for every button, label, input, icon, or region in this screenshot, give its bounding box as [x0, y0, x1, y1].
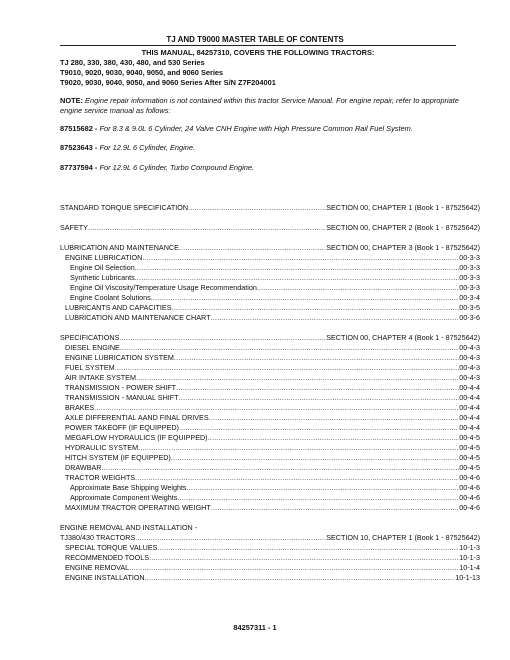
toc-item[interactable]: ENGINE INSTALLATION ..... 10-1-13: [65, 573, 480, 583]
engine-manual-entry: [60, 163, 460, 173]
toc-item[interactable]: Engine Oil Selection ..... 00-3-3: [70, 263, 480, 273]
toc-item[interactable]: TRANSMISSION - POWER SHIFT ..... 00-4-4: [65, 383, 480, 393]
toc-item[interactable]: ENGINE LUBRICATION SYSTEM ..... 00-4-3: [65, 353, 480, 363]
cover-series-line-3: T9020, 9030, 9040, 9050, and 9060 Series After S/N Z7F204001: [60, 78, 276, 87]
cover-series-line-2: T9010, 9020, 9030, 9040, 9050, and 9060 Series: [60, 68, 224, 77]
toc-item[interactable]: MEGAFLOW HYDRAULICS (IF EQUIPPED) ..... 00-4-5: [65, 433, 480, 443]
note-text: Engine repair information is not contained within this tractor Service Manual. For engine repair, refer to appropriate engine service manual as follows:: [60, 96, 459, 115]
note-label: NOTE:: [60, 96, 83, 105]
toc-section-standard-torque[interactable]: STANDARD TORQUE SPECIFICATION ..... SECTION 00, CHAPTER 1 (Book 1 - 87525642): [60, 203, 480, 213]
cover-series-line-1: TJ 280, 330, 380, 430, 480, and 530 Series: [60, 58, 205, 67]
toc-item[interactable]: ENGINE REMOVAL ..... 10-1-4: [65, 563, 480, 573]
toc-item[interactable]: DRAWBAR ..... 00-4-5: [65, 463, 480, 473]
engine-note: [60, 96, 460, 116]
toc-item[interactable]: AXLE DIFFERENTIAL AAND FINAL DRIVES ..... 00-4-4: [65, 413, 480, 423]
toc-section-engine-removal[interactable]: TJ380/430 TRACTORS ..... SECTION 10, CHAPTER 1 (Book 1 - 87525642): [60, 533, 480, 543]
toc-item[interactable]: BRAKES ..... 00-4-4: [65, 403, 480, 413]
toc-section-specifications[interactable]: SPECIFICATIONS ..... SECTION 00, CHAPTER 4 (Book 1 - 87525642): [60, 333, 480, 343]
toc-item[interactable]: LUBRICATION AND MAINTENANCE CHART ..... 00-3-6: [65, 313, 480, 323]
engine-manual-desc: For 12.9L 6 Cylinder, Engine.: [97, 143, 196, 152]
toc-item[interactable]: ENGINE LUBRICATION ..... 00-3-3: [65, 253, 480, 263]
cover-block: [60, 48, 456, 88]
toc-item[interactable]: AIR INTAKE SYSTEM ..... 00-4-3: [65, 373, 480, 383]
cover-heading: THIS MANUAL, 84257310, COVERS THE FOLLOWING TRACTORS:: [141, 48, 375, 57]
engine-manual-part: 87515682 -: [60, 124, 98, 133]
toc-item[interactable]: MAXIMUM TRACTOR OPERATING WEIGHT ..... 00-4-6: [65, 503, 480, 513]
toc-item[interactable]: FUEL SYSTEM ..... 00-4-3: [65, 363, 480, 373]
toc-item[interactable]: RECOMMENDED TOOLS ..... 10-1-3: [65, 553, 480, 563]
toc-item[interactable]: Approximate Base Shipping Weights ..... 00-4-6: [70, 483, 480, 493]
engine-manual-part: 87737594 -: [60, 163, 98, 172]
engine-manual-part: 87523643 -: [60, 143, 98, 152]
toc-item[interactable]: HITCH SYSTEM (IF EQUIPPED) ..... 00-4-5: [65, 453, 480, 463]
page-title: TJ AND T9000 MASTER TABLE OF CONTENTS: [166, 35, 344, 44]
toc-item[interactable]: POWER TAKEOFF (IF EQUIPPED) ..... 00-4-4: [65, 423, 480, 433]
engine-manual-entry: [60, 143, 460, 153]
toc-item[interactable]: SPECIAL TORQUE VALUES ..... 10-1-3: [65, 543, 480, 553]
toc-item[interactable]: TRACTOR WEIGHTS ..... 00-4-6: [65, 473, 480, 483]
toc-item[interactable]: DIESEL ENGINE ..... 00-4-3: [65, 343, 480, 353]
toc-section-safety[interactable]: SAFETY ..... SECTION 00, CHAPTER 2 (Book 1 - 87525642): [60, 223, 480, 233]
toc-section-engine-removal-heading[interactable]: ENGINE REMOVAL AND INSTALLATION -: [60, 523, 198, 532]
toc-item[interactable]: HYDRAULIC SYSTEM ..... 00-4-5: [65, 443, 480, 453]
toc-item[interactable]: Engine Oil Viscosity/Temperature Usage Recommendation ..... 00-3-3: [70, 283, 480, 293]
toc-item[interactable]: Engine Coolant Solutions ..... 00-3-4: [70, 293, 480, 303]
toc-item[interactable]: TRANSMISSION - MANUAL SHIFT ..... 00-4-4: [65, 393, 480, 403]
toc-item[interactable]: Synthetic Lubricants ..... 00-3-3: [70, 273, 480, 283]
toc-item[interactable]: Approximate Component Weights ..... 00-4-6: [70, 493, 480, 503]
toc-item[interactable]: LUBRICANTS AND CAPACITIES ..... 00-3-5: [65, 303, 480, 313]
engine-manual-desc: For 12.9L 6 Cylinder, Turbo Compound Engine.: [97, 163, 255, 172]
toc-section-lubrication[interactable]: LUBRICATION AND MAINTENANCE ..... SECTION 00, CHAPTER 3 (Book 1 - 87525642): [60, 243, 480, 253]
engine-manual-entry: [60, 124, 460, 134]
title-divider: [60, 45, 456, 46]
page-footer-number: 84257311 - 1: [233, 623, 277, 632]
engine-manual-desc: For 8.3 & 9.0L 6 Cylinder, 24 Valve CNH Engine with High Pressure Common Rail Fuel System.: [97, 124, 413, 133]
